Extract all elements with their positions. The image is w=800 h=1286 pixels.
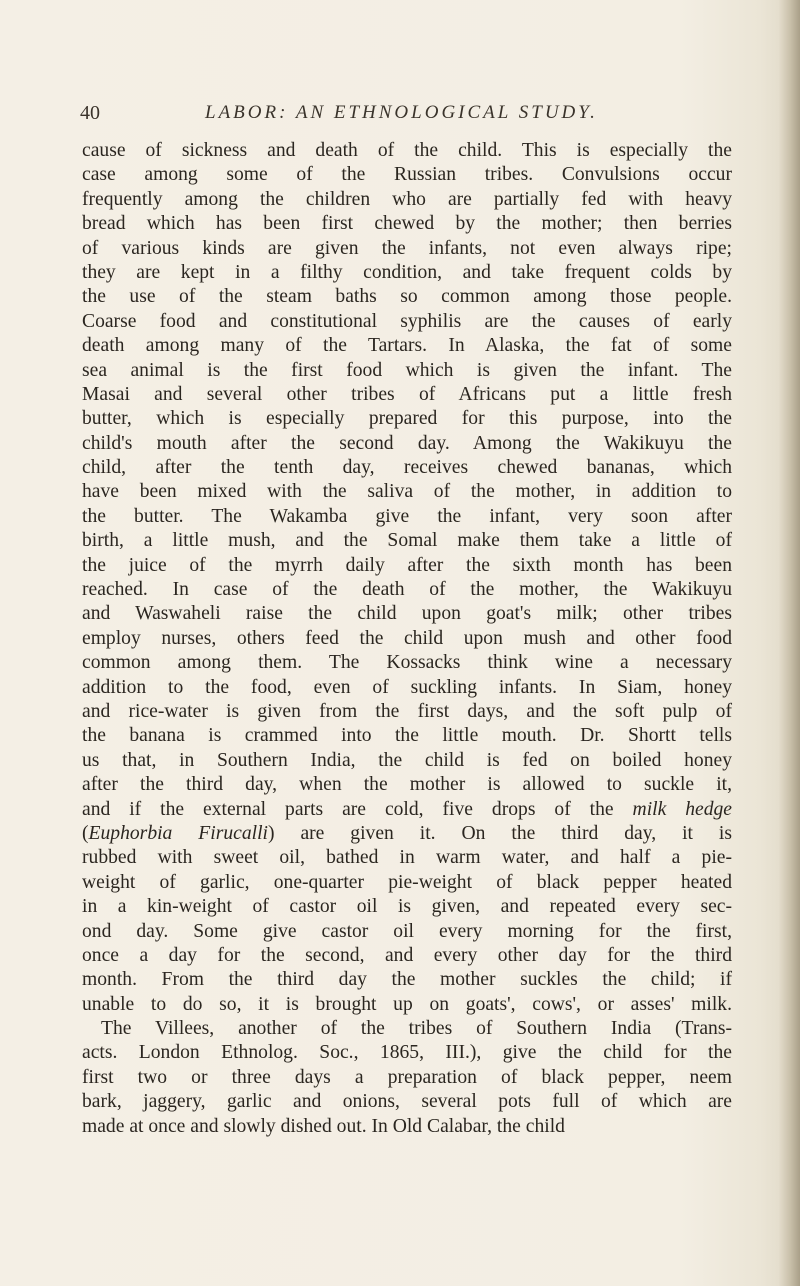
text-line: common among them. The Kossacks think wine a necessary [82,652,732,674]
text-line: the use of the steam baths so common among those people. [82,286,732,308]
text-line: have been mixed with the saliva of the mother, in addition to [82,481,732,503]
text-line: made at once and slowly dished out. In Old Calabar, the child [82,1115,565,1137]
text-line: Masai and several other tribes of Africans put a little fresh [82,383,732,405]
text-line: frequently among the children who are partially fed with heavy [82,188,732,210]
text-line: us that, in Southern India, the child is fed on boiled honey [82,749,732,771]
body-text [82,139,732,1139]
text-line: bread which has been first chewed by the mother; then berries [82,213,732,235]
text-run: ( [82,822,89,844]
text-line: the juice of the myrrh daily after the sixth month has been [82,554,732,576]
text-line: they are kept in a filthy condition, and take frequent colds by [82,261,732,283]
text-line-with-italic [82,798,732,822]
text-line: sea animal is the first food which is given the infant. The [82,359,732,381]
text-line: rubbed with sweet oil, bathed in warm water, and half a pie- [82,847,732,869]
text-line: child, after the tenth day, receives chewed bananas, which [82,457,732,479]
text-line: child's mouth after the second day. Among the Wakikuyu the [82,432,732,454]
text-line: unable to do so, it is brought up on goats', cows', or asses' milk. [82,993,732,1015]
text-line: acts. London Ethnolog. Soc., 1865, III.), give the child for the [82,1042,732,1064]
page-edge-shadow [778,0,800,1286]
text-line: weight of garlic, one-quarter pie-weight of black pepper heated [82,871,732,893]
text-line: in a kin-weight of castor oil is given, and repeated every sec- [82,896,732,918]
text-line-indented: The Villees, another of the tribes of Southern India (Trans- [101,1018,732,1040]
text-line: after the third day, when the mother is allowed to suckle it, [82,774,732,796]
text-line-with-italic [82,822,732,846]
text-line: butter, which is especially prepared for this purpose, into the [82,408,732,430]
text-line: and rice-water is given from the first days, and the soft pulp of [82,700,732,722]
text-run: ) are given it. On the third day, it is [267,822,732,844]
text-line: employ nurses, others feed the child upon mush and other food [82,627,732,649]
italic-term: Euphorbia Firucalli [88,822,268,844]
text-line: addition to the food, even of suckling infants. In Siam, honey [82,676,732,698]
text-line: cause of sickness and death of the child. This is especially the [82,140,732,161]
running-head [80,98,720,128]
text-line: Coarse food and constitutional syphilis are the causes of early [82,310,732,332]
italic-term: milk hedge [632,798,733,820]
text-line: the banana is crammed into the little mouth. Dr. Shortt tells [82,725,732,747]
running-title: LABOR: AN ETHNOLOGICAL STUDY. [205,102,598,123]
text-line: of various kinds are given the infants, not even always ripe; [82,237,732,259]
text-line: bark, jaggery, garlic and onions, several pots full of which are [82,1091,732,1113]
text-line: and Waswaheli raise the child upon goat's milk; other tribes [82,603,732,625]
text-line: birth, a little mush, and the Somal make them take a little of [82,530,732,552]
text-line: ond day. Some give castor oil every morning for the first, [82,920,732,942]
text-line: death among many of the Tartars. In Alaska, the fat of some [82,335,732,357]
text-line: the butter. The Wakamba give the infant, very soon after [82,505,732,527]
page-number: 40 [80,102,100,124]
text-run: and if the external parts are cold, five drops of the [82,798,633,820]
text-line: reached. In case of the death of the mother, the Wakikuyu [82,579,732,601]
text-line: first two or three days a preparation of black pepper, neem [82,1066,732,1088]
text-line: case among some of the Russian tribes. Convulsions occur [82,164,732,186]
text-line: month. From the third day the mother suckles the child; if [82,969,732,991]
text-line: once a day for the second, and every other day for the third [82,944,732,966]
